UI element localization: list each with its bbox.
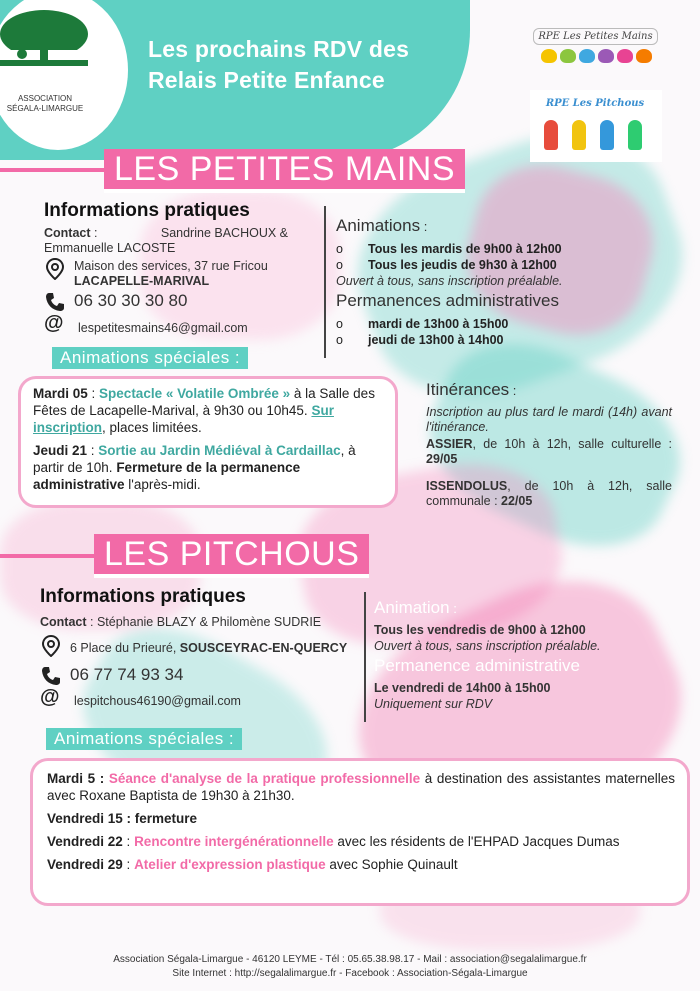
pitchous-address: 6 Place du Prieuré, SOUSCEYRAC-EN-QUERCY [70, 641, 348, 655]
pitchous-special-label: Animations spéciales : [46, 728, 242, 750]
column-divider [324, 206, 326, 358]
phone-icon [40, 665, 62, 687]
permanence-note: Uniquement sur RDV [374, 697, 493, 711]
at-icon: @ [44, 312, 64, 334]
animation-item: o Tous les jeudis de 9h30 à 12h00 [336, 258, 557, 272]
at-icon: @ [40, 686, 60, 708]
animation-note: Ouvert à tous, sans inscription préalable. [336, 274, 563, 288]
child-icon [628, 120, 642, 150]
animation-item: o Tous les mardis de 9h00 à 12h00 [336, 242, 562, 256]
pitchous-email[interactable]: lespitchous46190@gmail.com [74, 694, 241, 708]
special-item: Mardi 5 : Séance d'analyse de la pratique professionnelle à destination des assistantes maternelles avec Roxane Baptista de 19h30 à 21h30. [47, 771, 676, 803]
banner-underline [0, 554, 94, 558]
footer-contact: Association Ségala-Limargue - 46120 LEYME - Tél : 05.65.38.98.17 - Mail : association@segalalimargue.fr [113, 954, 587, 965]
page-title: Les prochains RDV des Relais Petite Enfance [148, 36, 410, 93]
map-pin-icon [40, 635, 62, 657]
column-divider [364, 592, 366, 722]
petites-mains-banner: LES PETITES MAINS [104, 149, 465, 193]
itinerances-note: Inscription au plus tard le mardi (14h) avant l'itinérance. [426, 405, 672, 434]
pitchous-phone: 06 77 74 93 34 [70, 665, 184, 684]
pitchous-permanence-title: Permanence administrative [374, 656, 580, 675]
logo-name: RPE Les Pitchous [545, 98, 645, 109]
rpe-pitchous-logo [530, 90, 662, 162]
tree-logo-icon [0, 10, 88, 70]
petites-mains-special-box [18, 376, 398, 508]
itinerance-item: ISSENDOLUS, de 10h à 12h, salle communale : 22/05 [426, 479, 672, 508]
footer-website: Site Internet : http://segalalimargue.fr - Facebook : Association-Ségala-Limargue [172, 968, 528, 979]
petites-mains-address: Maison des services, 37 rue Fricou LACAPELLE-MARIVAL [74, 259, 268, 288]
pitchous-special-box [30, 758, 690, 906]
special-item: Vendredi 29 : Atelier d'expression plastique avec Sophie Quinault [47, 857, 458, 872]
special-item: Mardi 05 : Spectacle « Volatile Ombrée » à la Salle des Fêtes de Lacapelle-Marival, à 9h30 ou 10h45. Sur inscription, places limitées. [33, 386, 375, 435]
logo-name: RPE Les Petites Mains [533, 28, 658, 45]
special-item: Vendredi 15 : fermeture [47, 811, 198, 826]
itinerance-item: ASSIER, de 10h à 12h, salle culturelle : 29/05 [426, 437, 672, 466]
petites-mains-animations-title: Animations : [336, 216, 428, 235]
permanence-item: Le vendredi de 14h00 à 15h00 [374, 681, 551, 695]
petites-mains-permanences-title: Permanences administratives [336, 291, 559, 310]
pitchous-banner: LES PITCHOUS [94, 534, 369, 578]
special-item: Jeudi 21 : Sortie au Jardin Médiéval à Cardaillac, à partir de 10h. Fermeture de la permanence administrative l'après-midi. [33, 443, 356, 492]
petites-mains-info-title: Informations pratiques [44, 200, 250, 221]
child-icon [572, 120, 586, 150]
inscription-link[interactable]: Sur inscription [33, 403, 334, 435]
petites-mains-contact: Contact : Sandrine BACHOUX & Emmanuelle LACOSTE [44, 226, 288, 255]
animation-item: Tous les vendredis de 9h00 à 12h00 [374, 623, 586, 637]
permanence-item: o jeudi de 13h00 à 14h00 [336, 333, 504, 347]
association-name: ASSOCIATION SÉGALA-LIMARGUE [6, 94, 84, 113]
petites-mains-phone: 06 30 30 30 80 [74, 291, 188, 310]
map-pin-icon [44, 258, 66, 280]
petites-mains-special-label: Animations spéciales : [52, 347, 248, 369]
special-item: Vendredi 22 : Rencontre intergénérationnelle avec les résidents de l'EHPAD Jacques Dumas [47, 834, 620, 849]
itinerances-title: Itinérances : [426, 380, 517, 399]
child-icon [600, 120, 614, 150]
petites-mains-email[interactable]: lespetitesmains46@gmail.com [78, 321, 248, 335]
rpe-petites-mains-logo [533, 28, 658, 78]
phone-icon [44, 291, 66, 313]
child-icon [544, 120, 558, 150]
pitchous-info-title: Informations pratiques [40, 586, 246, 607]
animation-note: Ouvert à tous, sans inscription préalable. [374, 639, 601, 653]
hands-icon [533, 49, 658, 63]
banner-underline [0, 168, 104, 172]
permanence-item: o mardi de 13h00 à 15h00 [336, 317, 509, 331]
pitchous-contact: Contact : Stéphanie BLAZY & Philomène SUDRIE [40, 615, 322, 629]
pitchous-animation-title: Animation : [374, 598, 457, 617]
